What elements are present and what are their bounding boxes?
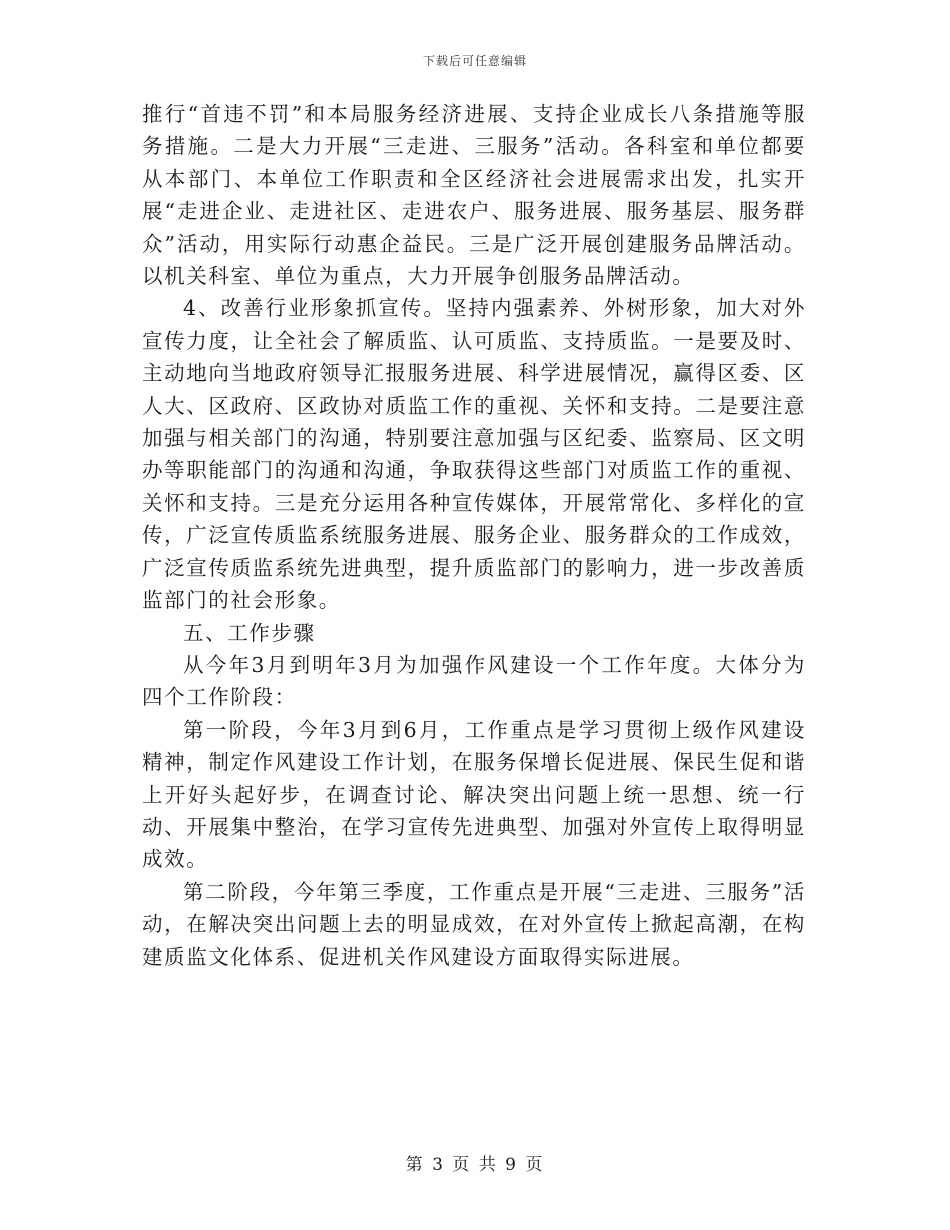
paragraph-publicity: 4、改善行业形象抓宣传。坚持内强素养、外树形象，加大对外宣传力度，让全社会了解质监、认可质监、支持质监。一是要及时、主动地向当地政府领导汇报服务进展、科学进展情况，赢得区委、区人大、区政府、区政协对质监工作的重视、关怀和支持。二是要注意加强与相关部门的沟通，特别要注意加强与区纪委、监察局、区文明办等职能部门的沟通和沟通，争取获得这些部门对质监工作的重视、关怀和支持。三是充分运用各种宣传媒体，开展常常化、多样化的宣传，广泛宣传质监系统服务进展、服务企业、服务群众的工作成效，广泛宣传质监系统先进典型，提升质监部门的影响力，进一步改善质监部门的社会形象。 (142, 296, 806, 613)
document-body (142, 98, 806, 973)
section-heading: 五、工作步骤 (183, 620, 316, 645)
paragraph-stage-two: 第二阶段，今年第三季度，工作重点是开展“三走进、三服务”活动，在解决突出问题上去的明显成效，在对外宣传上掀起高潮，在构建质监文化体系、促进机关作风建设方面取得实际进展。 (142, 879, 806, 969)
paragraph-stage-one: 第一阶段，今年3月到6月，工作重点是学习贯彻上级作风建设精神，制定作风建设工作计划，在服务保增长促进展、保民生促和谐上开好头起好步，在调查讨论、解决突出问题上统一思想、统一行动、开展集中整治，在学习宣传先进典型、加强对外宣传上取得明显成效。 (142, 717, 806, 872)
paragraph-work-year: 从今年3月到明年3月为加强作风建设一个工作年度。大体分为四个工作阶段： (142, 652, 806, 710)
paragraph-continuation: 推行“首违不罚”和本局服务经济进展、支持企业成长八条措施等服务措施。二是大力开展“三走进、三服务”活动。各科室和单位都要从本部门、本单位工作职责和全区经济社会进展需求出发，扎实开展“走进企业、走进社区、走进农户、服务进展、服务基层、服务群众”活动，用实际行动惠企益民。三是广泛开展创建服务品牌活动。以机关科室、单位为重点，大力开展争创服务品牌活动。 (142, 102, 806, 289)
page-number: 第 3 页 共 9 页 (405, 1155, 545, 1175)
header-note: 下载后可任意编辑 (422, 54, 527, 68)
